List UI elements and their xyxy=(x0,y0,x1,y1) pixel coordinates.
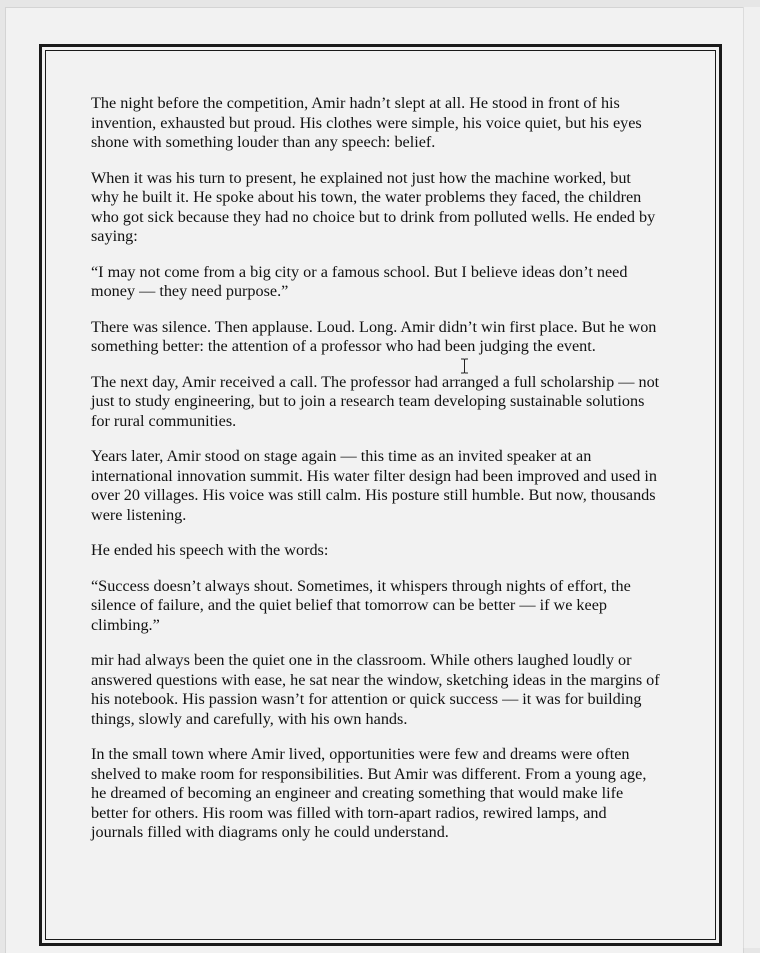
paragraph[interactable]: Years later, Amir stood on stage again — this time as an invited speaker at an international innovation summit. His water filter design had been improved and used in over 20 villages. His voice was still calm. His posture still humble. But now, thousands were listening. xyxy=(91,447,657,524)
text-cursor-icon xyxy=(460,358,469,374)
paragraph[interactable]: The night before the competition, Amir hadn’t slept at all. He stood in front of his invention, exhausted but proud. His clothes were simple, his voice quiet, but his eyes shone with something louder than any speech: belief. xyxy=(91,94,642,151)
vertical-scrollbar[interactable] xyxy=(743,7,760,948)
paragraph-quote[interactable]: “Success doesn’t always shout. Sometimes, it whispers through nights of effort, the silence of failure, and the quiet belief that tomorrow can be better — if we keep climbing.” xyxy=(91,576,631,634)
paragraph[interactable]: In the small town where Amir lived, opportunities were few and dreams were often shelved to make room for responsibilities. But Amir was different. From a young age, he dreamed of becoming an engineer and creating something that would make life better for others. His room was filled with torn-apart radios, rewired lamps, and journals filled with diagrams only he could understand. xyxy=(91,745,647,841)
paragraph[interactable]: There was silence. Then applause. Loud. Long. Amir didn’t win first place. But he won something better: the attention of a professor who had been judging the event. xyxy=(91,317,657,355)
paragraph-quote[interactable]: “I may not come from a big city or a famous school. But I believe ideas don’t need money — they need purpose.” xyxy=(91,262,628,300)
paragraph[interactable]: He ended his speech with the words: xyxy=(91,541,329,559)
paragraph[interactable]: When it was his turn to present, he explained not just how the machine worked, but why he built it. He spoke about his town, the water problems they faced, the children who got sick because they had no choice but to drink from polluted wells. He ended by saying: xyxy=(91,168,656,245)
paragraph[interactable]: mir had always been the quiet one in the classroom. While others laughed loudly or answered questions with ease, he sat near the window, sketching ideas in the margins of his notebook. His passion wasn’t for attention or quick success — it was for building things, slowly and carefully, with his own hands. xyxy=(91,651,660,728)
document-body[interactable] xyxy=(91,94,661,859)
paragraph[interactable]: The next day, Amir received a call. The professor had arranged a full scholarship — not just to study engineering, but to join a research team developing sustainable solutions for rural communities. xyxy=(91,372,660,430)
